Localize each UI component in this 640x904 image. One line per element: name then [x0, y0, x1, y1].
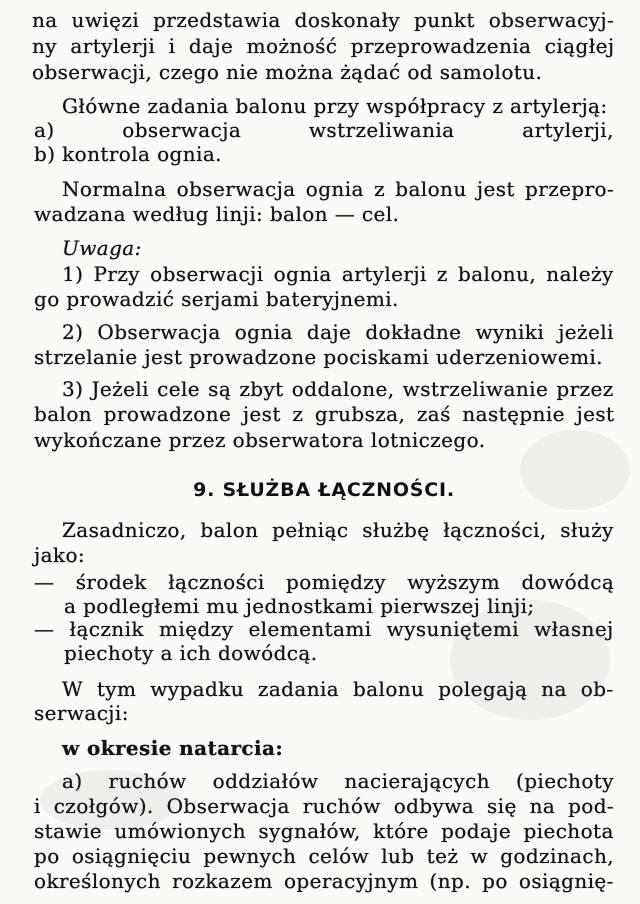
list-item: piechoty a ich dowódcą.	[64, 641, 318, 665]
note-label: Uwaga:	[62, 236, 142, 260]
list-item: a podległemi mu jednostkami pierwszej linji;	[64, 594, 535, 618]
section-heading	[0, 478, 640, 502]
text-line: 1) Przy obserwacji ognia artylerji z balonu, należy	[62, 262, 614, 286]
text-line: serwacji:	[34, 701, 129, 725]
text-line: określonych rozkazem operacyjnym (np. po osiągnię-	[34, 869, 614, 893]
text-line: stawie umówionych sygnałów, które podaje piechota	[34, 819, 614, 843]
text-line: Zasadniczo, balon pełniąc służbę łączności, służy	[62, 518, 614, 542]
text-line: strzelanie jest prowadzone pociskami uderzeniowemi.	[34, 345, 603, 369]
subheading: w okresie natarcia:	[62, 736, 284, 760]
text-line: a) ruchów oddziałów nacierających (piechoty	[62, 769, 614, 793]
list-item: a) obserwacja wstrzeliwania artylerji,	[34, 118, 614, 142]
text-line: i czołgów). Obserwacja ruchów odbywa się na pod-	[34, 794, 615, 818]
text-line: po osiągnięciu pewnych celów lub też w godzinach,	[34, 844, 615, 868]
text-line: balon prowadzone jest z grubsza, zaś następnie jest	[34, 402, 615, 426]
list-item: b) kontrola ognia.	[34, 142, 222, 166]
text-line: jako:	[34, 543, 86, 567]
text-line: wykończane przez obserwatora lotniczego.	[34, 428, 486, 452]
list-item: — łącznik między elementami wysuniętemi własnej	[34, 617, 614, 641]
text-line: Główne zadania balonu przy współpracy z artylerją:	[62, 94, 608, 118]
text-line: 3) Jeżeli cele są zbyt oddalone, wstrzeliwanie przez	[62, 377, 614, 401]
text-line: obserwacji, czego nie można żądać od samolotu.	[32, 60, 543, 84]
text-line: ny artylerji i daje możność przeprowadzenia ciągłej	[32, 34, 615, 58]
text-line: Normalna obserwacja ognia z balonu jest przepro-	[62, 177, 615, 201]
section-heading-text: 9. SŁUŻBA ŁĄCZNOŚCI.	[193, 479, 455, 501]
list-item: — środek łączności pomiędzy wyższym dowódcą	[34, 570, 615, 594]
text-line: na uwięzi przedstawia doskonały punkt obserwacyj-	[32, 8, 615, 32]
text-line: wadzana według linji: balon — cel.	[34, 202, 400, 226]
text-line: 2) Obserwacja ognia daje dokładne wyniki jeżeli	[62, 320, 614, 344]
text-line: go prowadzić serjami bateryjnemi.	[34, 287, 399, 311]
text-line: W tym wypadku zadania balonu polegają na ob-	[62, 677, 614, 701]
